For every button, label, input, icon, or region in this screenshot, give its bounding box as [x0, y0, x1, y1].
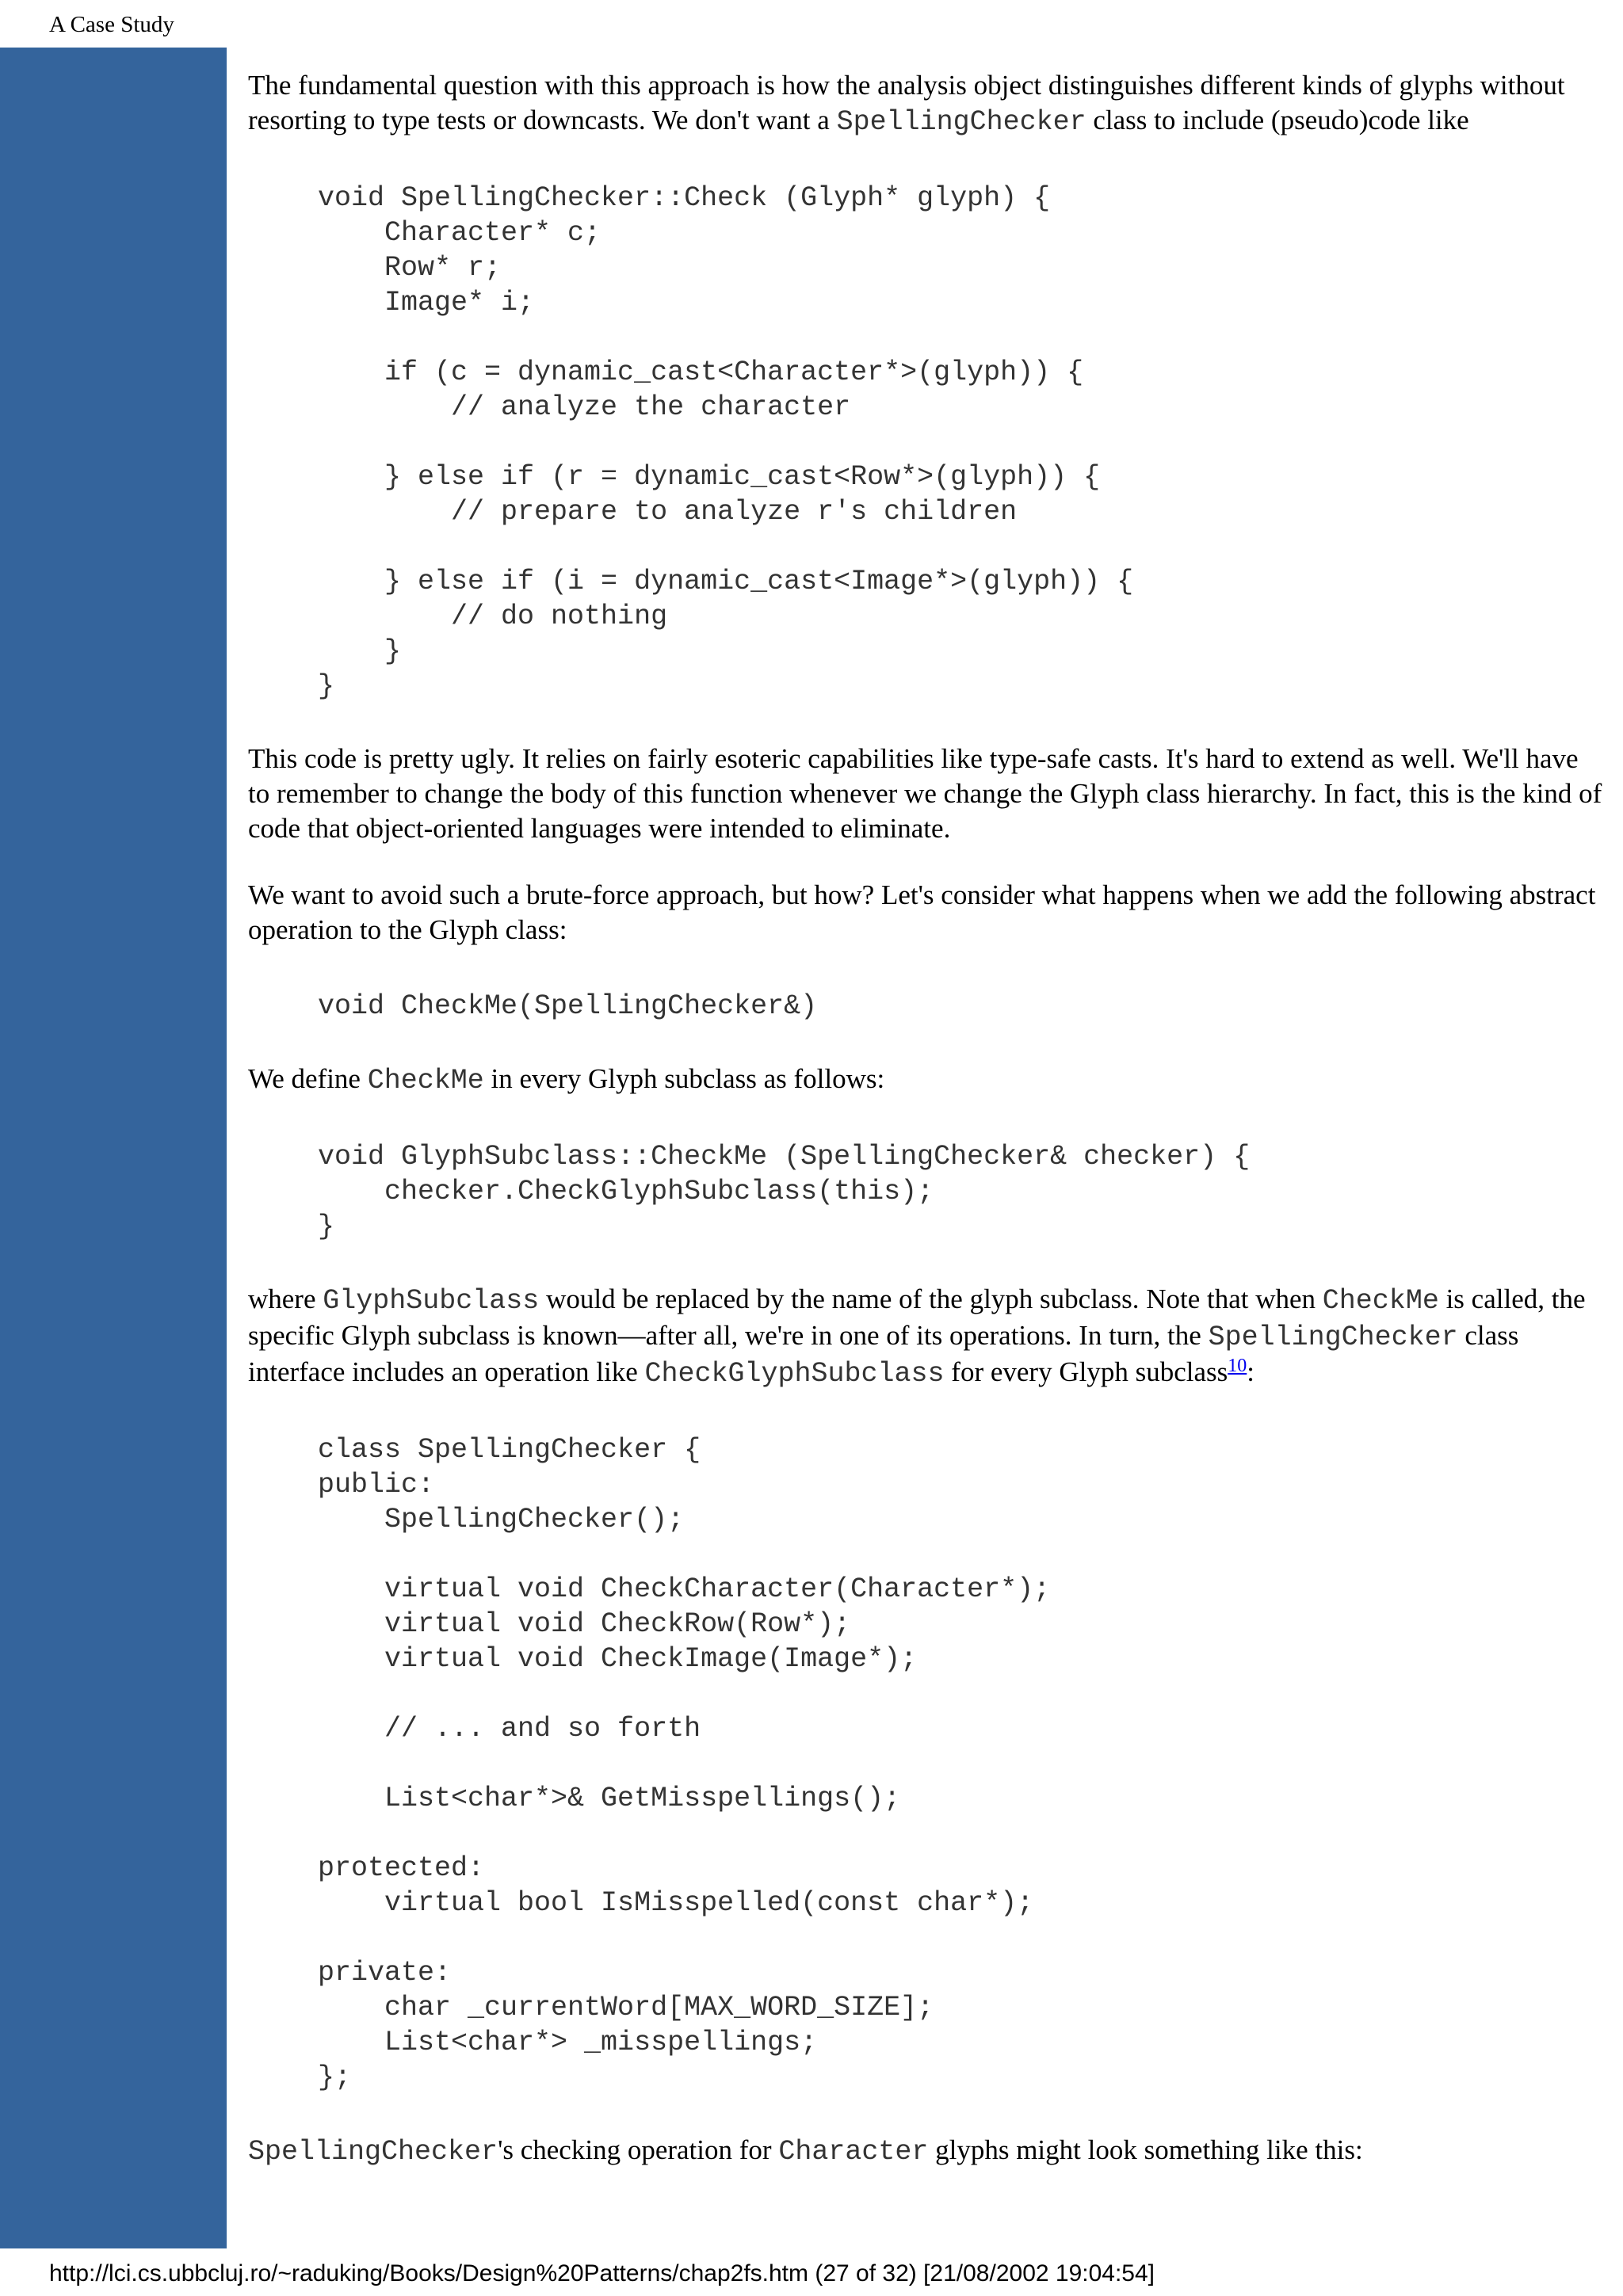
code-line: }; — [318, 2061, 352, 2093]
code-line: List<char*> _misspellings; — [318, 2027, 818, 2058]
page-header-title: A Case Study — [49, 12, 174, 37]
code-line: protected: — [318, 1852, 485, 1884]
code-line: Character* c; — [318, 217, 601, 249]
code-line: virtual void CheckCharacter(Character*); — [318, 1573, 1051, 1605]
code-line: void CheckMe(SpellingChecker&) — [318, 990, 818, 1022]
code-line: } — [318, 635, 402, 667]
paragraph-avoid-brute-force: We want to avoid such a brute-force approach, but how? Let's consider what happens when we add the following abstract operation to the Glyph class: — [248, 879, 1596, 945]
paragraph-intro — [248, 68, 1603, 139]
footnote-link[interactable]: 10 — [1228, 1356, 1247, 1376]
text-span: where — [248, 1283, 323, 1314]
code-line: } else if (i = dynamic_cast<Image*>(glyph)) { — [318, 566, 1134, 597]
code-line: if (c = dynamic_cast<Character*>(glyph)) { — [318, 357, 1084, 388]
code-line: virtual void CheckRow(Row*); — [318, 1608, 851, 1640]
code-line: virtual bool IsMisspelled(const char*); — [318, 1887, 1034, 1919]
code-line: Row* r; — [318, 252, 502, 284]
paragraph-glyph-subclass — [248, 1282, 1603, 1391]
code-block-checkme-impl — [248, 1139, 1603, 1244]
code-line: void GlyphSubclass::CheckMe (SpellingChecker& checker) { — [318, 1141, 1251, 1173]
code-line: SpellingChecker(); — [318, 1504, 685, 1535]
code-line: // ... and so forth — [318, 1713, 701, 1745]
code-line: checker.CheckGlyphSubclass(this); — [318, 1176, 934, 1207]
text-span: would be replaced by the name of the glyph subclass. Note that when — [539, 1283, 1323, 1314]
text-span: The fundamental question with this approach is how the analysis object distinguishes different kinds of glyphs without resorting to type tests or downcasts. We don't want a — [248, 70, 1565, 135]
paragraph-define-checkme — [248, 1062, 1603, 1098]
inline-code: Character — [778, 2136, 929, 2168]
inline-code: SpellingChecker — [836, 106, 1086, 138]
text-span: for every Glyph subclass — [944, 1356, 1228, 1387]
code-line: } — [318, 1211, 335, 1242]
inline-code: GlyphSubclass — [323, 1285, 540, 1317]
text-span: glyphs might look something like this: — [928, 2134, 1363, 2165]
code-line: // prepare to analyze r's children — [318, 496, 1018, 528]
code-line: private: — [318, 1957, 452, 1989]
text-span: : — [1247, 1356, 1254, 1387]
inline-code: CheckMe — [367, 1065, 484, 1097]
code-line: List<char*>& GetMisspellings(); — [318, 1783, 901, 1814]
footer-url: http://lci.cs.ubbcluj.ro/~raduking/Books/Design%20Patterns/chap2fs.htm (27 of 32) [21/08/2002 19:04:54] — [49, 2260, 1155, 2286]
code-line: Image* i; — [318, 287, 535, 318]
text-span: is called, the specific Glyph subclass is known—after all, we're in one of its operations. In turn, the — [248, 1283, 1586, 1351]
code-block-spellingchecker-class — [248, 1432, 1603, 2095]
code-line: class SpellingChecker { — [318, 1434, 701, 1466]
code-line: } — [318, 670, 335, 702]
inline-code: SpellingChecker — [1208, 1322, 1458, 1353]
main-content — [248, 68, 1603, 2169]
inline-code: CheckMe — [1322, 1285, 1439, 1317]
text-span: in every Glyph subclass as follows: — [483, 1063, 885, 1094]
code-line: void SpellingChecker::Check (Glyph* glyph) { — [318, 182, 1051, 214]
text-span: 's checking operation for — [498, 2134, 779, 2165]
sidebar-bar — [0, 48, 227, 2248]
code-line: // analyze the character — [318, 391, 851, 423]
text-span: class interface includes an operation like — [248, 1320, 1519, 1387]
code-line: virtual void CheckImage(Image*); — [318, 1643, 918, 1675]
paragraph-checking-operation — [248, 2133, 1603, 2169]
inline-code: SpellingChecker — [248, 2136, 498, 2168]
text-span: class to include (pseudo)code like — [1086, 105, 1469, 135]
code-block-checkme-decl — [248, 989, 1603, 1024]
code-line: char _currentWord[MAX_WORD_SIZE]; — [318, 1992, 934, 2023]
code-line: } else if (r = dynamic_cast<Row*>(glyph)) { — [318, 461, 1101, 493]
code-block-check — [248, 181, 1603, 704]
footnote-ref — [1228, 1356, 1247, 1376]
text-span: We define — [248, 1063, 368, 1094]
code-line: // do nothing — [318, 601, 668, 632]
code-line: public: — [318, 1469, 435, 1501]
inline-code: CheckGlyphSubclass — [644, 1358, 945, 1390]
paragraph-ugly-code: This code is pretty ugly. It relies on fairly esoteric capabilities like type-safe casts. It's hard to extend as well. We'll have to remember to change the body of this function whenever we change the Glyph class hierarchy. In fact, this is the kind of code that object-oriented languages were intended to eliminate. — [248, 743, 1602, 844]
